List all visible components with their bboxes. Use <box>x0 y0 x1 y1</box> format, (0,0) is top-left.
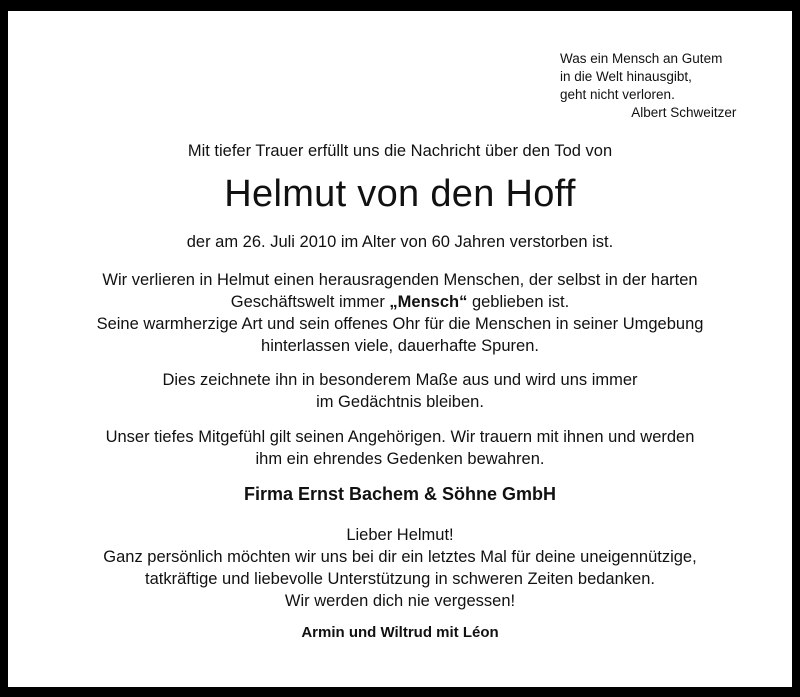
paragraph-personal <box>8 524 792 612</box>
paragraph-memory <box>8 369 792 413</box>
deceased-name: Helmut von den Hoff <box>224 173 576 215</box>
text-segment: Geschäftswelt immer <box>230 293 390 311</box>
text-line: im Gedächtnis bleiben. <box>316 393 484 411</box>
text-line: Seine warmherzige Art und sein offenes Ohr für die Menschen in seiner Umgebung <box>96 315 704 333</box>
paragraph-condolence <box>8 426 792 470</box>
paragraph-tribute <box>8 269 792 357</box>
signature: Armin und Wiltrud mit Léon <box>301 624 499 641</box>
quote-line: Was ein Mensch an Gutem <box>560 51 723 66</box>
quote-line: geht nicht verloren. <box>560 87 675 102</box>
text-line: Dies zeichnete ihn in besonderem Maße aus und wird uns immer <box>162 371 638 389</box>
company-name: Firma Ernst Bachem & Söhne GmbH <box>243 484 557 504</box>
text-segment: geblieben ist. <box>467 293 570 311</box>
text-line <box>8 291 792 313</box>
epigraph-quote <box>560 50 737 122</box>
quote-line: in die Welt hinausgibt, <box>560 69 692 84</box>
text-line: Wir verlieren in Helmut einen herausragenden Menschen, der selbst in der harten <box>102 271 698 289</box>
text-line: Lieber Helmut! <box>346 526 454 544</box>
text-line: Unser tiefes Mitgefühl gilt seinen Angehörigen. Wir trauern mit ihnen und werden <box>105 428 695 446</box>
death-date-text: der am 26. Juli 2010 im Alter von 60 Jahren verstorben ist. <box>186 233 614 251</box>
text-line: ihm ein ehrendes Gedenken bewahren. <box>255 450 545 468</box>
text-line: hinterlassen viele, dauerhafte Spuren. <box>261 337 539 355</box>
text-line: tatkräftige und liebevolle Unterstützung in schweren Zeiten bedanken. <box>145 570 655 588</box>
text-line: Ganz persönlich möchten wir uns bei dir ein letztes Mal für deine uneigennützige, <box>103 548 697 566</box>
emphasis-mensch: „Mensch“ <box>389 293 468 311</box>
text-line: Wir werden dich nie vergessen! <box>284 592 516 610</box>
intro-text: Mit tiefer Trauer erfüllt uns die Nachricht über den Tod von <box>187 142 613 160</box>
quote-author: Albert Schweitzer <box>631 105 737 120</box>
